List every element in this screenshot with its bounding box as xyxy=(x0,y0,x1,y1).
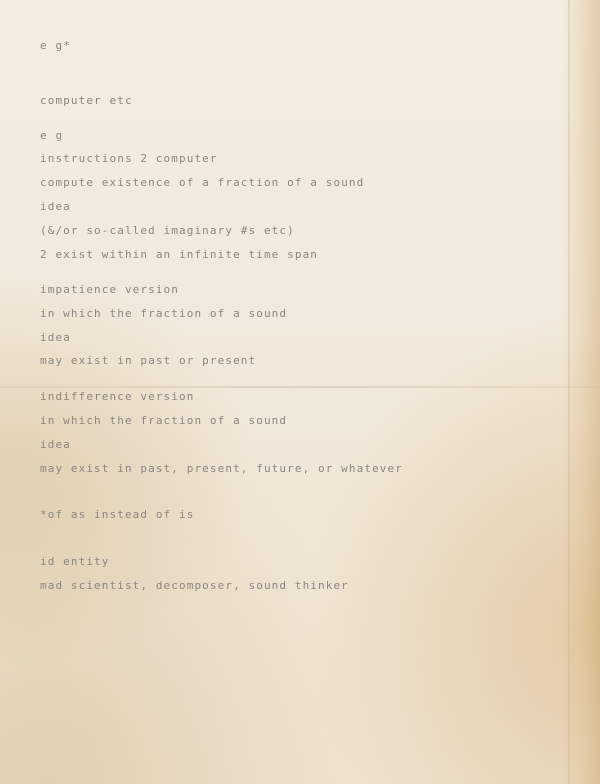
text-line-17: *of as instead of is xyxy=(40,508,195,521)
text-line-19: mad scientist, decomposer, sound thinker xyxy=(40,579,349,592)
text-line-18: id entity xyxy=(40,555,110,568)
text-line-3: e g xyxy=(40,129,64,142)
text-line-4: instructions 2 computer xyxy=(40,152,218,165)
text-line-6: idea xyxy=(40,200,71,213)
text-line-11: idea xyxy=(40,331,71,344)
text-line-16: may exist in past, present, future, or whatever xyxy=(40,462,403,475)
text-line-13: indifference version xyxy=(40,390,195,403)
text-line-2: computer etc xyxy=(40,94,133,107)
text-line-8: 2 exist within an infinite time span xyxy=(40,248,319,261)
text-line-15: idea xyxy=(40,438,71,451)
text-line-1: e g* xyxy=(40,39,71,52)
vertical-fold-crease xyxy=(568,0,570,784)
text-line-10: in which the fraction of a sound xyxy=(40,307,288,320)
text-line-12: may exist in past or present xyxy=(40,354,257,367)
text-line-7: (&/or so-called imaginary #s etc) xyxy=(40,224,295,237)
horizontal-fold-crease xyxy=(0,386,600,388)
text-line-9: impatience version xyxy=(40,283,180,296)
text-line-14: in which the fraction of a sound xyxy=(40,414,288,427)
text-line-5: compute existence of a fraction of a sound xyxy=(40,176,365,189)
